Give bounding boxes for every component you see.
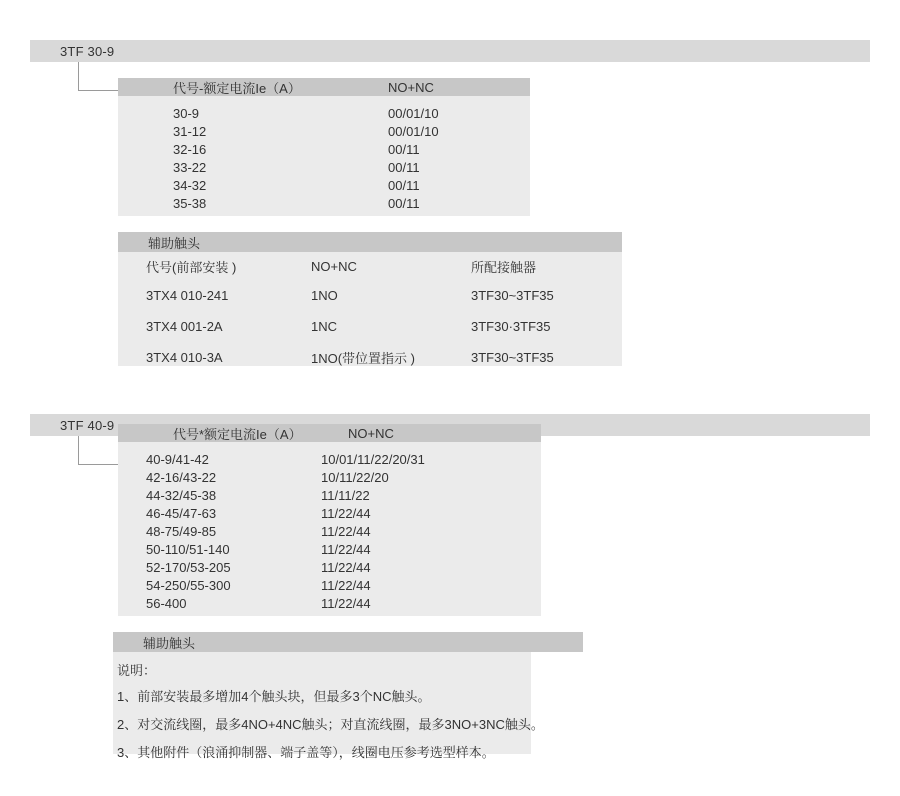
cell-no-nc: 11/11/22 [321, 487, 370, 503]
codes-table-header [118, 78, 530, 96]
cell-aux-code: 3TX4 010-241 [146, 288, 229, 303]
cell-aux-no-nc: 1NO [311, 288, 338, 303]
cell-code: 33-22 [173, 159, 207, 175]
cell-code: 42-16/43-22 [146, 469, 217, 485]
cell-code: 40-9/41-42 [146, 451, 209, 467]
table-row [118, 468, 541, 486]
cell-code: 52-170/53-205 [146, 559, 231, 575]
codes-table-header [118, 424, 541, 442]
table-row [118, 576, 541, 594]
cell-no-nc: 11/22/44 [321, 559, 371, 575]
cell-code: 44-32/45-38 [146, 487, 217, 503]
table-row [118, 280, 622, 311]
aux-table-title-bar [118, 232, 622, 252]
cell-aux-no-nc: 1NO(带位置指示 ) [311, 351, 416, 366]
aux-table-3tf30 [118, 232, 622, 366]
note-item: 3、其他附件（浪涌抑制器、端子盖等），线圈电压参考选型样本。 [117, 745, 495, 760]
cell-no-nc: 00/11 [388, 159, 420, 175]
notes-title: 说明： [117, 663, 157, 678]
cell-code: 48-75/49-85 [146, 523, 217, 539]
header-code-current: 代号*额定电流Ie（A） [173, 426, 302, 442]
aux-notes-3tf40 [113, 632, 544, 760]
cell-aux-no-nc: 1NC [311, 319, 338, 334]
aux-table-title-bar [113, 632, 583, 652]
section-banner-label: 3TF 30-9 [60, 43, 115, 59]
note-item: 2、对交流线圈，最多4NO+4NC触头；对直流线圈，最多3NO+3NC触头。 [117, 717, 544, 732]
header-no-nc: NO+NC [388, 79, 434, 95]
table-row [118, 450, 541, 468]
cell-code: 31-12 [173, 123, 207, 139]
table-row [118, 158, 530, 176]
cell-code: 56-400 [146, 595, 187, 611]
cell-code: 30-9 [173, 105, 200, 121]
cell-code: 46-45/47-63 [146, 505, 217, 521]
header-aux-no-nc: NO+NC [311, 258, 357, 274]
cell-aux-code: 3TX4 001-2A [146, 319, 223, 334]
table-row [118, 311, 622, 342]
cell-code: 32-16 [173, 141, 207, 157]
cell-no-nc: 00/11 [388, 195, 420, 211]
cell-code: 50-110/51-140 [146, 541, 230, 557]
codes-table-body [118, 442, 541, 612]
cell-aux-contactor: 3TF30·3TF35 [471, 319, 551, 334]
table-row [118, 594, 541, 612]
cell-no-nc: 00/01/10 [388, 105, 439, 121]
table-row [118, 194, 530, 212]
cell-no-nc: 00/11 [388, 141, 420, 157]
cell-no-nc: 11/22/44 [321, 595, 371, 611]
cell-no-nc: 00/01/10 [388, 123, 439, 139]
aux-table-header [118, 252, 622, 280]
aux-table-title: 辅助触头 [148, 235, 201, 251]
codes-table-body [118, 96, 530, 212]
notes-body [113, 652, 544, 761]
table-row [118, 558, 541, 576]
table-row [118, 522, 541, 540]
table-row [118, 342, 622, 373]
header-aux-contactor: 所配接触器 [471, 259, 537, 275]
cell-aux-code: 3TX4 010-3A [146, 350, 223, 365]
header-aux-code: 代号(前部安装 ) [146, 259, 237, 275]
table-row [118, 122, 530, 140]
cell-no-nc: 11/22/44 [321, 523, 371, 539]
header-no-nc: NO+NC [348, 425, 394, 441]
table-row [118, 540, 541, 558]
cell-aux-contactor: 3TF30~3TF35 [471, 288, 554, 303]
cell-no-nc: 11/22/44 [321, 541, 371, 557]
aux-table-title: 辅助触头 [143, 635, 196, 651]
cell-no-nc: 11/22/44 [321, 577, 371, 593]
connector-line-1 [78, 62, 119, 91]
cell-no-nc: 10/11/22/20 [321, 469, 389, 485]
table-row [118, 504, 541, 522]
codes-table-3tf30 [118, 78, 530, 216]
connector-line-2 [78, 436, 119, 465]
section-banner-3tf30 [30, 40, 870, 62]
cell-code: 35-38 [173, 195, 207, 211]
table-row [118, 104, 530, 122]
section-banner-label: 3TF 40-9 [60, 417, 115, 433]
cell-code: 34-32 [173, 177, 207, 193]
table-row [118, 486, 541, 504]
cell-no-nc: 00/11 [388, 177, 420, 193]
codes-table-3tf40 [118, 424, 541, 616]
note-item: 1、前部安装最多增加4个触头块，但最多3个NC触头。 [117, 689, 431, 704]
cell-no-nc: 11/22/44 [321, 505, 371, 521]
table-row [118, 176, 530, 194]
cell-aux-contactor: 3TF30~3TF35 [471, 350, 554, 365]
cell-no-nc: 10/01/11/22/20/31 [321, 451, 425, 467]
table-row [118, 140, 530, 158]
cell-code: 54-250/55-300 [146, 577, 231, 593]
header-code-current: 代号-额定电流Ie（A） [173, 80, 301, 96]
